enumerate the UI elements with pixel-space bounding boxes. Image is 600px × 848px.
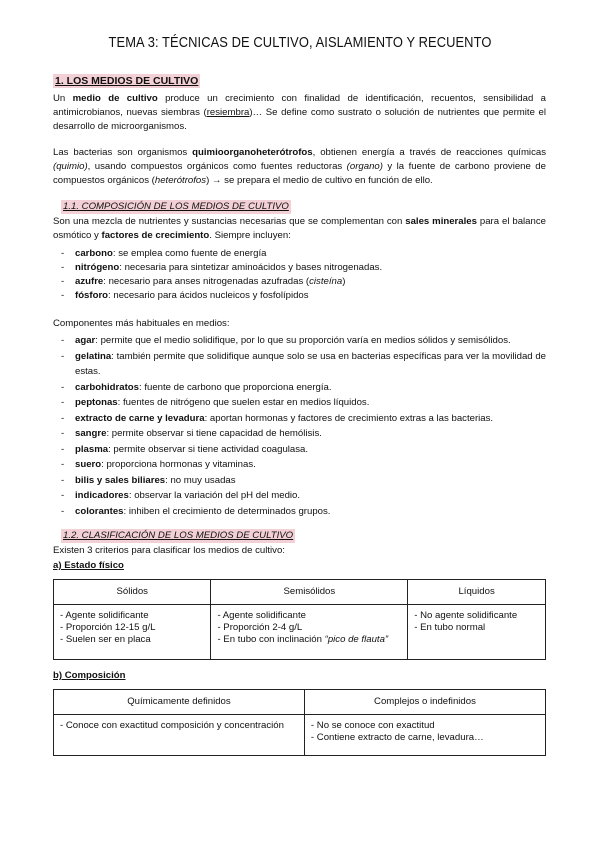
table-estado-fisico xyxy=(53,579,546,660)
bold-term: carbono xyxy=(75,248,113,259)
text-span: : permite observar si tiene capacidad de hemólisis. xyxy=(106,428,322,439)
list-item xyxy=(61,426,546,442)
text-span: : aportan hormonas y factores de crecimiento extras a las bacterias. xyxy=(204,412,494,424)
text-span: : observar la variación del pH del medio. xyxy=(128,490,301,501)
bold-term: bilis y sales biliares xyxy=(75,474,166,486)
cell-line: - Suelen ser en placa xyxy=(60,634,151,645)
table-cell xyxy=(54,715,305,756)
list-item xyxy=(61,457,546,473)
text-span: , obtienen energía a través de reacciones químicas xyxy=(312,147,546,158)
list-item xyxy=(61,349,546,380)
classification-intro: Existen 3 criterios para clasificar los medios de cultivo: xyxy=(53,545,285,556)
table-header: Líquidos xyxy=(408,580,546,605)
bold-term: plasma xyxy=(75,443,109,455)
table-composicion xyxy=(53,689,546,756)
text-span: para el balance osmótico y xyxy=(53,216,546,241)
text-span: : necesario para ácidos nucleicos y fosfolípidos xyxy=(108,290,309,301)
section-heading-1-2: 1.2. CLASIFICACIÓN DE LOS MEDIOS DE CULTIVO xyxy=(63,530,294,541)
document-title: TEMA 3: TÉCNICAS DE CULTIVO, AISLAMIENTO Y RECUENTO xyxy=(108,34,492,51)
paragraph-bacterias xyxy=(53,146,546,188)
text-span: , usando compuestos orgánicos como fuentes reductoras xyxy=(87,161,347,172)
italic-term: (organo) xyxy=(346,161,383,172)
cell-line: - Agente solidificante xyxy=(60,610,149,621)
bold-term: suero xyxy=(75,459,102,470)
cell-line: - No se conoce con exactitud xyxy=(310,720,435,731)
cell-line: - Conoce con exactitud composición y concentración xyxy=(60,720,284,731)
list-item xyxy=(61,411,546,427)
list-item xyxy=(61,261,546,275)
table-header: Químicamente definidos xyxy=(54,690,305,715)
components-list xyxy=(53,333,546,519)
italic-term: “pico de flauta” xyxy=(324,634,389,645)
text-span: : proporciona hormonas y vitaminas. xyxy=(101,459,256,470)
text-span: : permite que el medio solidifique, por lo que su proporción varía en medios sólidos y semisólidos. xyxy=(95,335,511,346)
list-item xyxy=(61,333,546,349)
section-heading-1-1: 1.1. COMPOSICIÓN DE LOS MEDIOS DE CULTIVO xyxy=(63,201,289,212)
bold-term: quimioorganoheterótrofos xyxy=(192,147,313,158)
always-included-list xyxy=(53,247,546,303)
list-item xyxy=(61,442,546,458)
bold-term: extracto de carne y levadura xyxy=(75,412,205,424)
text-span: : no muy usadas xyxy=(165,474,236,486)
bold-term: colorantes xyxy=(75,505,124,517)
bold-term: agar xyxy=(75,335,96,346)
subheading-composicion: b) Composición xyxy=(53,670,126,681)
table-header-row xyxy=(54,690,546,715)
bold-term: medio de cultivo xyxy=(72,93,158,104)
text-span: y la fuente de carbono proviene de compuestos orgánicos ( xyxy=(53,161,546,186)
list-item xyxy=(61,473,546,489)
cell-line: - Agente solidificante xyxy=(217,610,306,621)
cell-line: - Proporción 12-15 g/L xyxy=(60,622,156,633)
bold-term: carbohidratos xyxy=(75,381,139,393)
cell-line: - No agente solidificante xyxy=(414,610,518,621)
bold-term: indicadores xyxy=(75,490,129,501)
cell-line: - Proporción 2-4 g/L xyxy=(217,622,303,633)
text-span: produce un crecimiento con finalidad de identificación, recuentos, sensibilidad a antimicrobianos, nuevas siembras ( xyxy=(53,93,546,118)
cell-line xyxy=(217,634,401,646)
bold-term: fósforo xyxy=(75,290,109,301)
text-span: : inhiben el crecimiento de determinados grupos. xyxy=(123,505,331,517)
text-span: : necesario para anses nitrogenadas azufradas ( xyxy=(103,276,310,287)
text-span: Las bacterias son organismos xyxy=(53,147,193,158)
table-cell xyxy=(211,605,408,660)
bold-term: gelatina xyxy=(75,350,112,362)
list-item xyxy=(61,504,546,520)
text-span: )… Se define como sustrato o solución de nutrientes que permite el desarrollo de microorganismos. xyxy=(53,107,546,132)
list-item xyxy=(61,289,546,303)
italic-term: cisteína xyxy=(309,276,343,287)
section-heading-1: 1. LOS MEDIOS DE CULTIVO xyxy=(55,75,199,87)
table-cell xyxy=(408,605,546,660)
underlined-term: resiembra xyxy=(206,107,250,118)
list-item xyxy=(61,275,546,289)
bold-term: factores de crecimiento xyxy=(101,230,210,241)
list-item xyxy=(61,395,546,411)
cell-line: - En tubo normal xyxy=(414,622,486,633)
italic-term: heterótrofos xyxy=(154,175,207,186)
text-span: ) → se prepara el medio de cultivo en función de ello. xyxy=(206,175,433,186)
components-intro: Componentes más habituales en medios: xyxy=(53,318,230,329)
table-row xyxy=(54,605,546,660)
list-item xyxy=(61,488,546,504)
table-cell xyxy=(54,605,211,660)
bold-term: nitrógeno xyxy=(75,262,120,273)
text-span: : se emplea como fuente de energía xyxy=(112,248,267,259)
list-item xyxy=(61,380,546,396)
text-span: : permite observar si tiene actividad coagulasa. xyxy=(108,443,309,455)
table-cell xyxy=(304,715,545,756)
text-span: : necesaria para sintetizar aminoácidos y bases nitrogenadas. xyxy=(119,262,383,273)
bold-term: sales minerales xyxy=(405,216,477,227)
text-span: : también permite que solidifique aunque solo se usa en bacterias específicas para ver la movilidad de estas. xyxy=(75,350,546,377)
text-span: ) xyxy=(342,276,346,287)
table-header-row xyxy=(54,580,546,605)
bold-term: sangre xyxy=(75,428,107,439)
text-span: : fuente de carbono que proporciona energía. xyxy=(138,381,332,393)
table-header: Semisólidos xyxy=(211,580,408,605)
text-span: : fuentes de nitrógeno que suelen estar en medios líquidos. xyxy=(117,397,370,408)
paragraph-composicion xyxy=(53,215,546,243)
list-item xyxy=(61,247,546,261)
bold-term: peptonas xyxy=(75,397,118,408)
paragraph-medio-cultivo xyxy=(53,92,546,134)
table-header: Complejos o indefinidos xyxy=(304,690,545,715)
table-header: Sólidos xyxy=(54,580,211,605)
text-span: . Siempre incluyen: xyxy=(209,230,291,241)
text-span: Un xyxy=(53,93,73,104)
cell-line: - Contiene extracto de carne, levadura… xyxy=(310,732,484,743)
text-span: Son una mezcla de nutrientes y sustancias necesarias que se complementan con xyxy=(53,216,406,227)
text-span: - En tubo con inclinación xyxy=(217,634,325,645)
subheading-estado-fisico: a) Estado físico xyxy=(53,560,124,571)
bold-term: azufre xyxy=(75,276,104,287)
table-row xyxy=(54,715,546,756)
italic-term: (quimio) xyxy=(53,161,88,172)
